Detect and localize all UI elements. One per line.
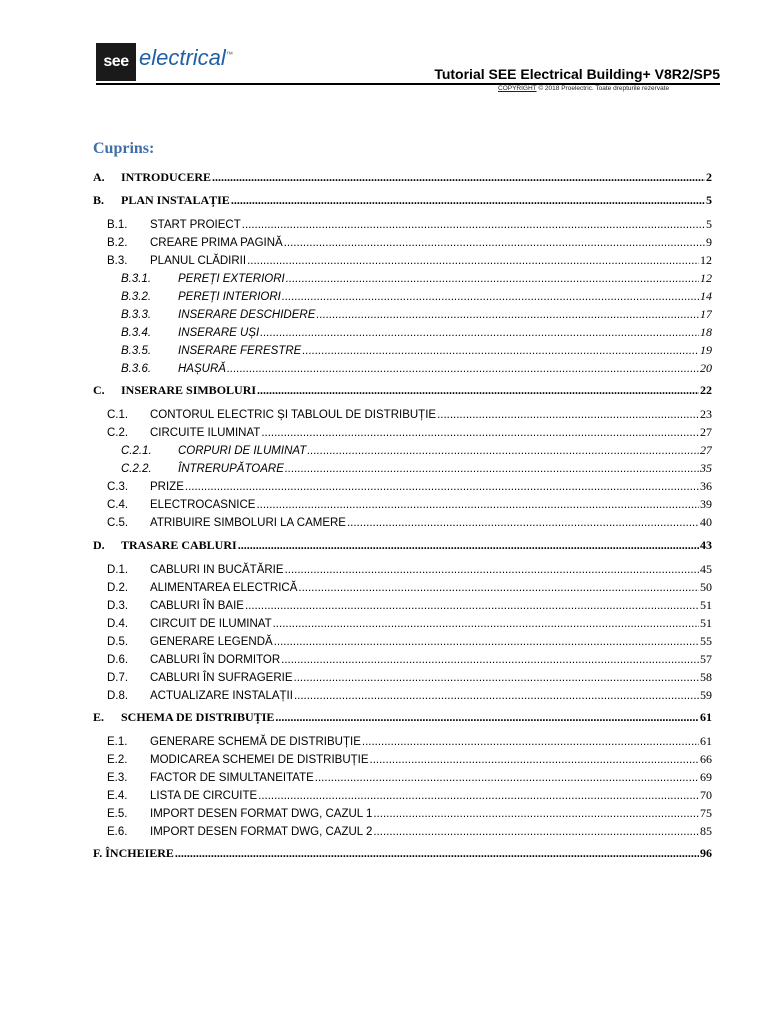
logo-mark: see <box>96 43 136 81</box>
toc-entry-number: B.3.4. <box>121 327 152 339</box>
toc-entry-number: D.1. <box>107 564 129 576</box>
toc-entry-page: 36 <box>700 479 712 493</box>
toc-entry-number: C.1. <box>107 409 129 421</box>
toc-entry-number: C.3. <box>107 481 129 493</box>
toc-entry-number: B. <box>93 193 105 207</box>
toc-entry-page: 35 <box>700 461 712 475</box>
toc-entry[interactable] <box>107 234 712 250</box>
toc-entry-page: 43 <box>700 538 712 552</box>
toc-entry-number: E.4. <box>107 790 128 802</box>
toc-entry[interactable] <box>121 460 712 476</box>
toc-entry-title: ACTUALIZARE INSTALAȚII <box>150 690 293 702</box>
toc-entry-page: 27 <box>700 425 712 439</box>
toc-entry-number: B.2. <box>107 237 128 249</box>
toc-entry-number: A. <box>93 170 105 184</box>
copyright-notice <box>498 85 669 92</box>
toc-dot-leader <box>257 382 699 398</box>
toc-entry[interactable] <box>107 805 712 821</box>
toc-entry[interactable] <box>107 751 712 767</box>
toc-entry-page: 57 <box>700 652 712 666</box>
toc-entry-number: B.3.6. <box>121 363 152 375</box>
toc-entry-title: INSERARE SIMBOLURI <box>121 383 257 397</box>
toc-entry-number: C.2.2. <box>121 463 152 475</box>
toc-dot-leader <box>258 788 699 803</box>
toc-entry-title: CABLURI IN BUCĂTĂRIE <box>150 564 284 576</box>
toc-dot-leader <box>302 343 699 358</box>
toc-entry-title: START PROIECT <box>150 219 241 231</box>
toc-entry[interactable] <box>121 360 712 376</box>
toc-entry-number: B.3.5. <box>121 345 152 357</box>
toc-entry-page: 23 <box>700 407 712 421</box>
toc-entry[interactable] <box>121 306 712 322</box>
toc-entry-number: C.2.1. <box>121 445 152 457</box>
toc-entry-title: PEREȚI EXTERIORI <box>178 273 285 285</box>
toc-dot-leader <box>227 361 699 376</box>
toc-entry-number: D.2. <box>107 582 129 594</box>
toc-entry[interactable] <box>107 561 712 577</box>
toc-entry[interactable] <box>121 324 712 340</box>
toc-entry-number: B.3.1. <box>121 273 152 285</box>
toc-entry-page: 61 <box>700 710 712 724</box>
toc-entry-page: 39 <box>700 497 712 511</box>
toc-entry[interactable] <box>93 537 712 553</box>
toc-dot-leader <box>315 770 699 785</box>
toc-entry-title: ÎNTRERUPĂTOARE <box>178 463 284 475</box>
toc-entry-title: CIRCUIT DE ILUMINAT <box>150 618 272 630</box>
toc-dot-leader <box>256 497 699 512</box>
toc-entry-number: D. <box>93 538 105 552</box>
toc-entry[interactable] <box>121 442 712 458</box>
toc-entry-title: GENERARE LEGENDĂ <box>150 636 273 648</box>
copyright-link[interactable]: COPYRIGHT <box>498 85 537 92</box>
toc-entry-page: 14 <box>700 289 712 303</box>
logo-wordmark <box>139 45 233 71</box>
toc-dot-leader <box>281 652 699 667</box>
toc-entry-number: D.7. <box>107 672 129 684</box>
toc-entry-number: D.8. <box>107 690 129 702</box>
toc-entry-title: CREARE PRIMA PAGINĂ <box>150 237 283 249</box>
toc-dot-leader <box>282 289 699 304</box>
toc-dot-leader <box>294 688 699 703</box>
toc-entry-page: 19 <box>700 343 712 357</box>
toc-dot-leader <box>298 580 699 595</box>
toc-entry-number: E. <box>93 710 105 724</box>
toc-entry-page: 70 <box>700 788 712 802</box>
copyright-text: © 2018 Proelectric. Toate drepturile rezervate <box>536 85 670 92</box>
toc-entry-number: E.5. <box>107 808 128 820</box>
toc-entry-page: 58 <box>700 670 712 684</box>
toc-entry-page: 69 <box>700 770 712 784</box>
toc-dot-leader <box>185 479 699 494</box>
toc-entry-page: 50 <box>700 580 712 594</box>
toc-heading: Cuprins: <box>93 140 155 157</box>
toc-entry[interactable] <box>107 496 712 512</box>
toc-entry[interactable] <box>107 615 712 631</box>
toc-dot-leader <box>373 824 699 839</box>
toc-entry[interactable] <box>121 288 712 304</box>
toc-entry-number: E.2. <box>107 754 128 766</box>
toc-dot-leader <box>231 192 705 208</box>
toc-dot-leader <box>273 616 699 631</box>
toc-entry[interactable] <box>93 845 712 861</box>
toc-dot-leader <box>362 734 699 749</box>
toc-dot-leader <box>212 169 705 185</box>
toc-dot-leader <box>285 461 699 476</box>
toc-entry-page: 40 <box>700 515 712 529</box>
toc-entry[interactable] <box>93 192 712 208</box>
toc-entry[interactable] <box>107 633 712 649</box>
toc-entry-title: IMPORT DESEN FORMAT DWG, CAZUL 2 <box>150 826 373 838</box>
toc-dot-leader <box>437 407 699 422</box>
toc-entry-page: 22 <box>700 383 712 397</box>
toc-entry-title: TRASARE CABLURI <box>121 538 237 552</box>
toc-dot-leader <box>242 217 705 232</box>
toc-entry-page: 2 <box>706 170 712 184</box>
toc-entry[interactable] <box>107 823 712 839</box>
toc-entry[interactable] <box>107 687 712 703</box>
toc-entry-number: C. <box>93 383 105 397</box>
toc-entry-number: B.3. <box>107 255 128 267</box>
toc-entry-title: CORPURI DE ILUMINAT <box>178 445 307 457</box>
toc-entry-page: 12 <box>700 253 712 267</box>
toc-dot-leader <box>261 425 699 440</box>
toc-entry-page: 12 <box>700 271 712 285</box>
toc-entry-title: F. ÎNCHEIERE <box>93 846 174 860</box>
toc-dot-leader <box>175 845 699 861</box>
toc-entry[interactable] <box>107 478 712 494</box>
toc-entry-page: 59 <box>700 688 712 702</box>
toc-entry-number: B.3.2. <box>121 291 152 303</box>
toc-dot-leader <box>373 806 699 821</box>
toc-entry-number: C.4. <box>107 499 129 511</box>
toc-dot-leader <box>284 235 705 250</box>
toc-entry-page: 17 <box>700 307 712 321</box>
toc-entry[interactable] <box>107 216 712 232</box>
toc-entry[interactable] <box>93 709 712 725</box>
toc-dot-leader <box>347 515 699 530</box>
toc-entry-number: E.1. <box>107 736 128 748</box>
toc-entry[interactable] <box>93 382 712 398</box>
toc-entry-number: D.6. <box>107 654 129 666</box>
toc-entry-title: CABLURI ÎN DORMITOR <box>150 654 281 666</box>
toc-entry-title: CABLURI ÎN SUFRAGERIE <box>150 672 293 684</box>
toc-entry-number: B.1. <box>107 219 128 231</box>
toc-dot-leader <box>275 709 699 725</box>
toc-entry-title: INSERARE FERESTRE <box>178 345 302 357</box>
toc-entry-page: 5 <box>706 193 712 207</box>
toc-entry-title: MODICAREA SCHEMEI DE DISTRIBUȚIE <box>150 754 369 766</box>
toc-entry-title: FACTOR DE SIMULTANEITATE <box>150 772 314 784</box>
toc-dot-leader <box>286 271 699 286</box>
toc-entry-page: 5 <box>706 217 712 231</box>
toc-entry-title: INSERARE UȘI <box>178 327 260 339</box>
toc-entry-number: D.5. <box>107 636 129 648</box>
toc-entry-title: HAȘURĂ <box>178 363 226 375</box>
toc-entry[interactable] <box>107 406 712 422</box>
toc-dot-leader <box>245 598 699 613</box>
toc-dot-leader <box>238 537 699 553</box>
toc-entry[interactable] <box>121 342 712 358</box>
toc-entry[interactable] <box>121 270 712 286</box>
toc-entry[interactable] <box>107 514 712 530</box>
toc-entry-title: IMPORT DESEN FORMAT DWG, CAZUL 1 <box>150 808 373 820</box>
toc-entry-title: SCHEMA DE DISTRIBUȚIE <box>121 710 275 724</box>
toc-dot-leader <box>285 562 699 577</box>
toc-entry[interactable] <box>107 769 712 785</box>
toc-entry-page: 61 <box>700 734 712 748</box>
toc-entry[interactable] <box>107 252 712 268</box>
toc-dot-leader <box>316 307 699 322</box>
toc-entry[interactable] <box>107 597 712 613</box>
toc-dot-leader <box>247 253 699 268</box>
see-electrical-logo <box>96 43 233 81</box>
toc-entry-title: CONTORUL ELECTRIC ȘI TABLOUL DE DISTRIBUȚIE <box>150 409 437 421</box>
toc-entry-page: 75 <box>700 806 712 820</box>
toc-entry-number: C.5. <box>107 517 129 529</box>
toc-entry-title: GENERARE SCHEMĂ DE DISTRIBUȚIE <box>150 736 361 748</box>
document-title: Tutorial SEE Electrical Building+ V8R2/SP5 <box>434 66 720 82</box>
toc-entry-number: D.4. <box>107 618 129 630</box>
toc-entry-page: 66 <box>700 752 712 766</box>
toc-entry-number: E.3. <box>107 772 128 784</box>
toc-entry-title: ELECTROCASNICE <box>150 499 256 511</box>
toc-entry[interactable] <box>107 651 712 667</box>
toc-entry-page: 9 <box>706 235 712 249</box>
toc-entry[interactable] <box>107 787 712 803</box>
logo-word: electrical <box>139 45 226 70</box>
toc-entry-number: B.3.3. <box>121 309 152 321</box>
toc-entry[interactable] <box>107 669 712 685</box>
toc-entry-page: 51 <box>700 616 712 630</box>
toc-dot-leader <box>294 670 700 685</box>
toc-dot-leader <box>260 325 699 340</box>
toc-entry[interactable] <box>107 424 712 440</box>
toc-entry-title: PLAN INSTALAȚIE <box>121 193 230 207</box>
toc-entry-number: C.2. <box>107 427 129 439</box>
toc-entry-title: INSERARE DESCHIDERE <box>178 309 316 321</box>
toc-entry-number: E.6. <box>107 826 128 838</box>
toc-entry-page: 55 <box>700 634 712 648</box>
toc-entry-number: D.3. <box>107 600 129 612</box>
toc-entry-page: 51 <box>700 598 712 612</box>
toc-entry-page: 45 <box>700 562 712 576</box>
toc-entry[interactable] <box>93 169 712 185</box>
toc-entry-title: PEREȚI INTERIORI <box>178 291 281 303</box>
toc-entry-title: PRIZE <box>150 481 184 493</box>
toc-entry-title: CIRCUITE ILUMINAT <box>150 427 261 439</box>
toc-entry-title: LISTA DE CIRCUITE <box>150 790 258 802</box>
toc-entry-title: ATRIBUIRE SIMBOLURI LA CAMERE <box>150 517 346 529</box>
logo-trademark: ™ <box>225 51 233 59</box>
toc-entry-page: 85 <box>700 824 712 838</box>
toc-dot-leader <box>274 634 699 649</box>
toc-entry-page: 96 <box>700 846 712 860</box>
toc-entry-title: PLANUL CLĂDIRII <box>150 255 247 267</box>
toc-entry-title: ALIMENTAREA ELECTRICĂ <box>150 582 298 594</box>
toc-entry-title: CABLURI ÎN BAIE <box>150 600 244 612</box>
toc-entry[interactable] <box>107 733 712 749</box>
toc-entry[interactable] <box>107 579 712 595</box>
toc-entry-page: 20 <box>700 361 712 375</box>
toc-dot-leader <box>370 752 699 767</box>
toc-dot-leader <box>307 443 699 458</box>
toc-entry-page: 18 <box>700 325 712 339</box>
toc-entry-title: INTRODUCERE <box>121 170 212 184</box>
toc-entry-page: 27 <box>700 443 712 457</box>
